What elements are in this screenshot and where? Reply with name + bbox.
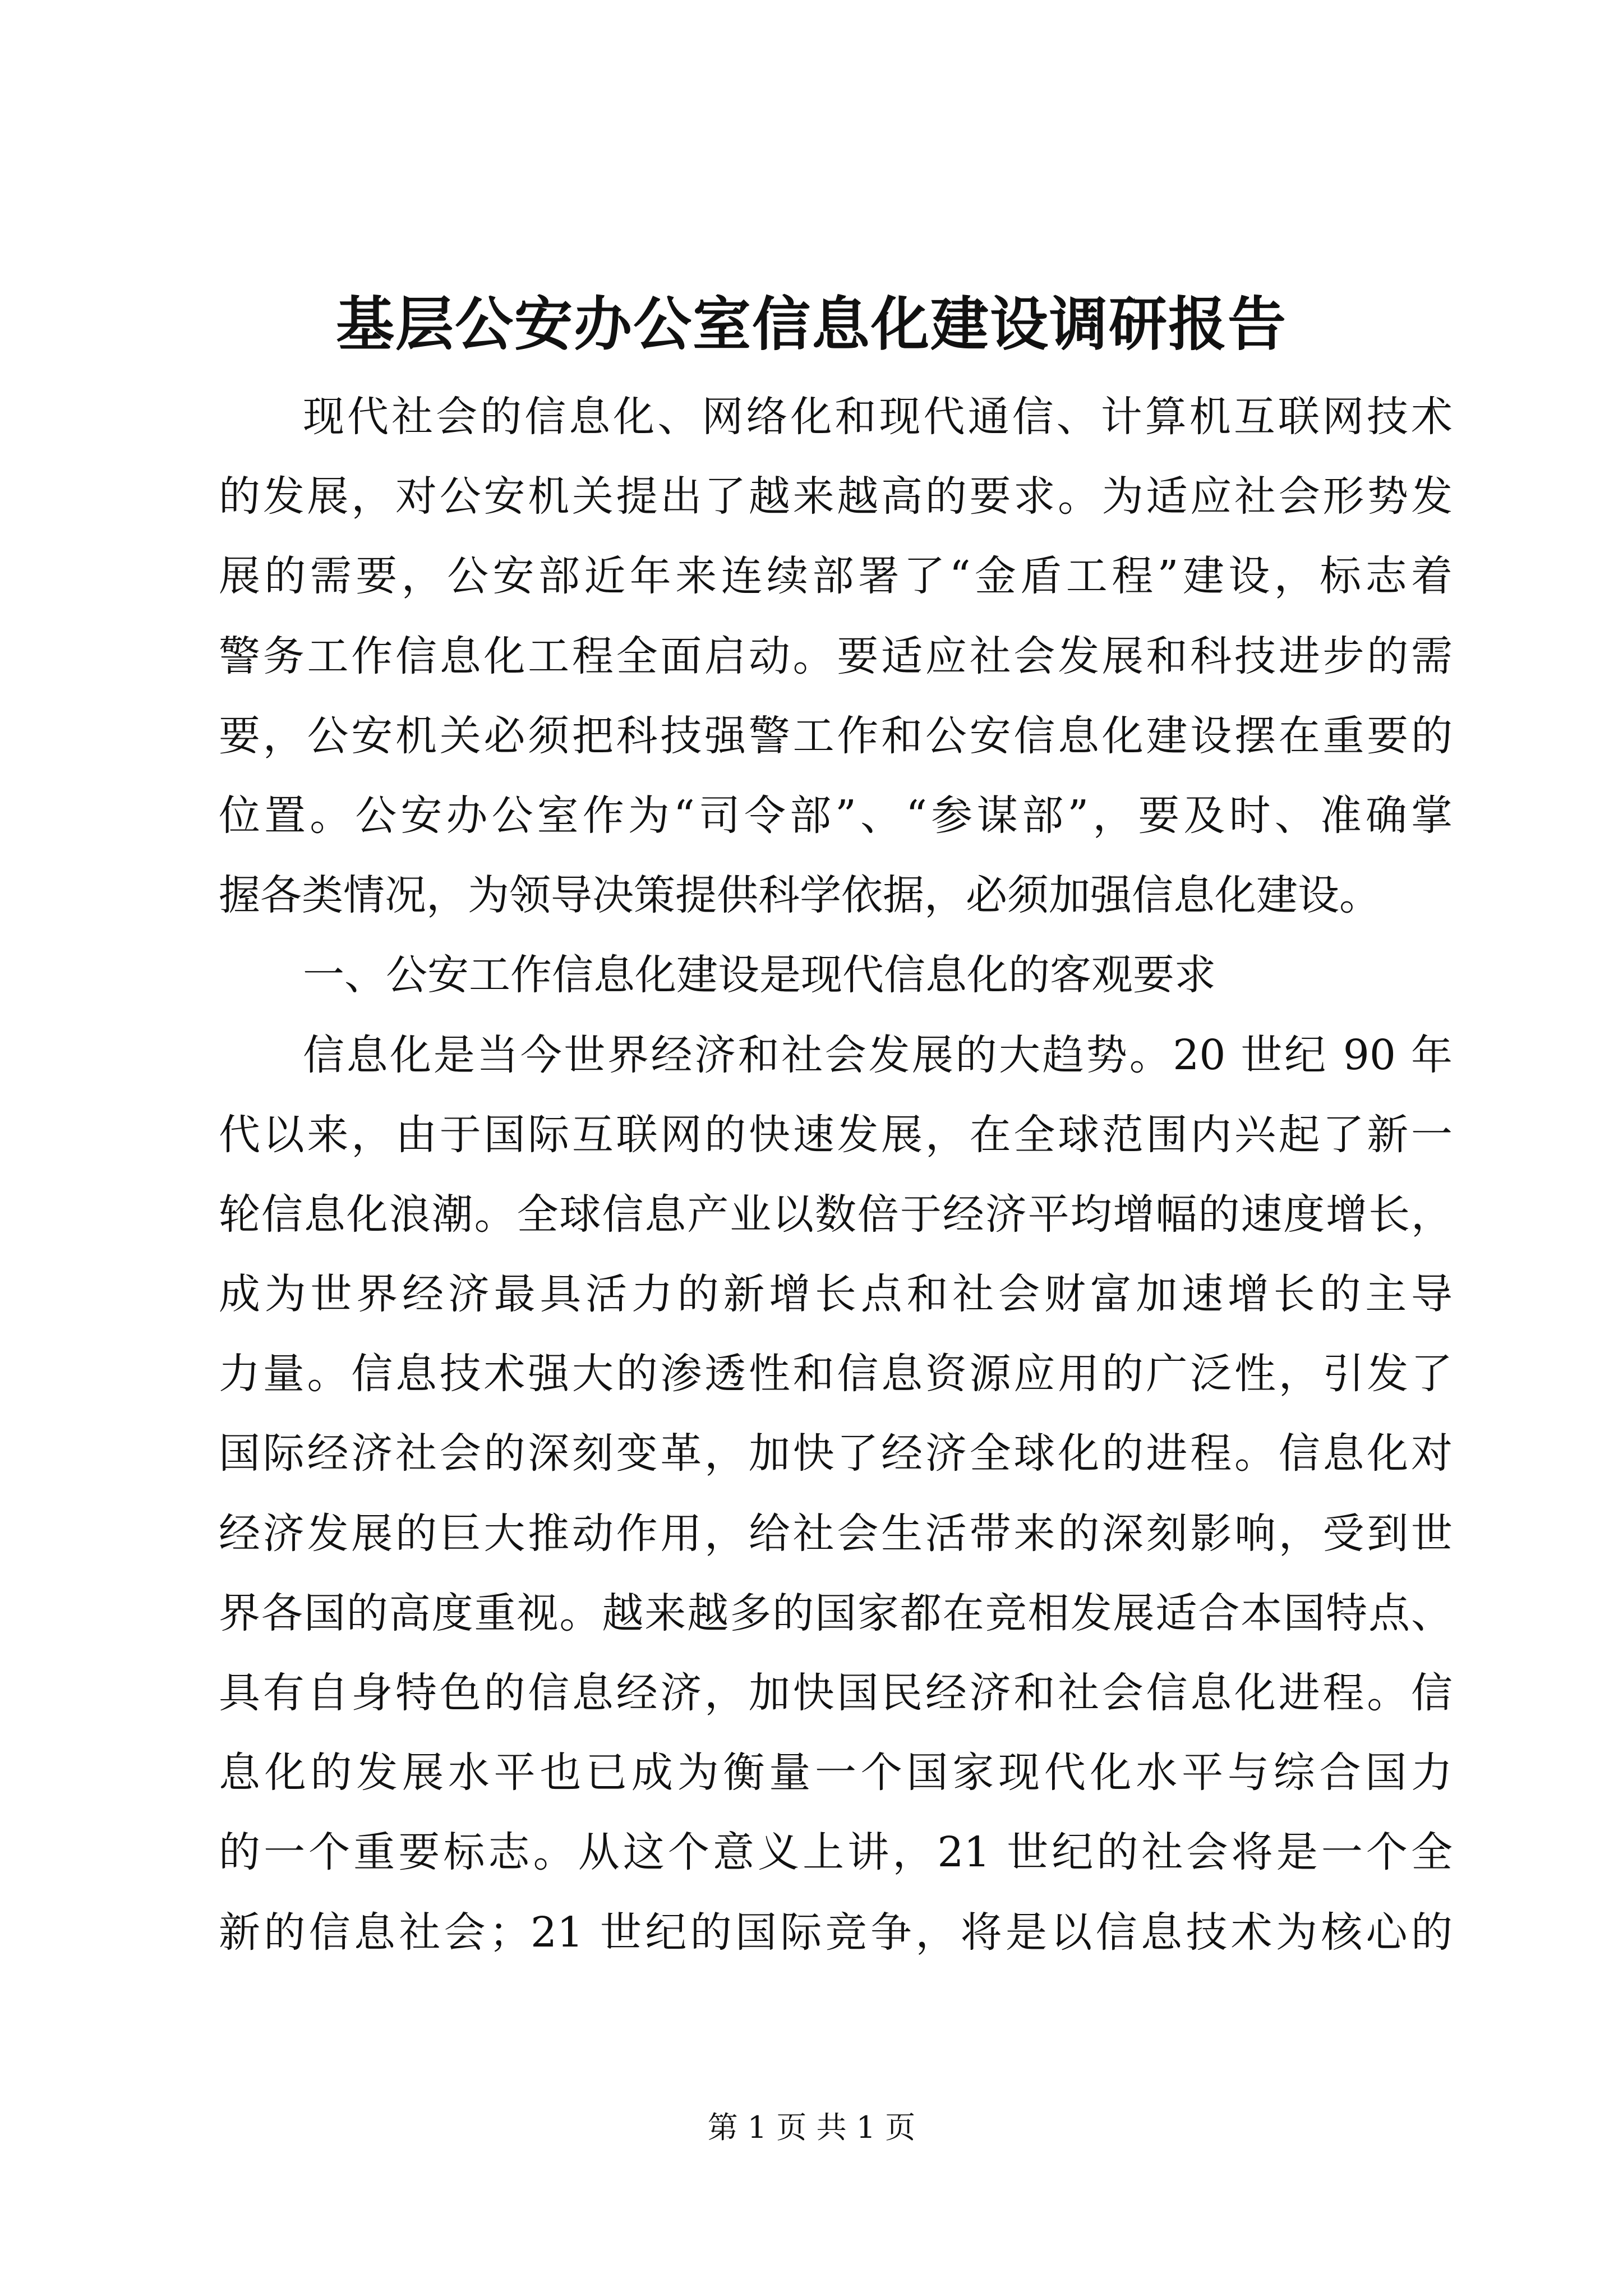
- paragraph-2-line-9: 具有自身特色的信息经济，加快国民经济和社会信息化进程。信: [219, 1669, 1453, 1717]
- paragraph-2-line-7: 经济发展的巨大推动作用，给社会生活带来的深刻影响，受到世: [219, 1509, 1453, 1558]
- paragraph-2-line-3: 轮信息化浪潮。全球信息产业以数倍于经济平均增幅的速度增长，: [219, 1190, 1453, 1239]
- paragraph-1-line-6: 位置。公安办公室作为“司令部”、“参谋部”，要及时、准确掌: [219, 791, 1453, 840]
- paragraph-1-line-5: 要，公安机关必须把科技强警工作和公安信息化建设摆在重要的: [219, 711, 1453, 760]
- paragraph-2-line-12: 新的信息社会；21 世纪的国际竞争，将是以信息技术为核心的: [219, 1908, 1453, 1957]
- document-body: [219, 377, 1453, 1972]
- paragraph-1-line-3: 展的需要，公安部近年来连续部署了“金盾工程”建设，标志着: [219, 552, 1453, 601]
- paragraph-2-line-8: 界各国的高度重视。越来越多的国家都在竞相发展适合本国特点、: [219, 1589, 1453, 1637]
- paragraph-1-line-7: 握各类情况，为领导决策提供科学依据，必须加强信息化建设。: [219, 871, 1381, 920]
- paragraph-2-line-4: 成为世界经济最具活力的新增长点和社会财富加速增长的主导: [219, 1270, 1453, 1319]
- paragraph-1-line-2: 的发展，对公安机关提出了越来越高的要求。为适应社会形势发: [219, 472, 1453, 521]
- paragraph-2-line-6: 国际经济社会的深刻变革，加快了经济全球化的进程。信息化对: [219, 1429, 1453, 1478]
- page-footer: 第 1 页 共 1 页: [707, 2110, 916, 2145]
- paragraph-2-line-5: 力量。信息技术强大的渗透性和信息资源应用的广泛性，引发了: [219, 1350, 1453, 1398]
- paragraph-2-line-2: 代以来，由于国际互联网的快速发展，在全球范围内兴起了新一: [219, 1110, 1453, 1159]
- paragraph-2-line-1: 信息化是当今世界经济和社会发展的大趋势。20 世纪 90 年: [303, 1030, 1453, 1079]
- document-title: 基层公安办公室信息化建设调研报告: [335, 289, 1287, 358]
- paragraph-1-line-4: 警务工作信息化工程全面启动。要适应社会发展和科技进步的需: [219, 632, 1453, 680]
- paragraph-2-line-10: 息化的发展水平也已成为衡量一个国家现代化水平与综合国力: [219, 1749, 1453, 1797]
- section-heading-1: 一、公安工作信息化建设是现代信息化的客观要求: [303, 951, 1216, 1000]
- paragraph-1-line-1: 现代社会的信息化、网络化和现代通信、计算机互联网技术: [303, 393, 1453, 441]
- paragraph-2-line-11: 的一个重要标志。从这个意义上讲，21 世纪的社会将是一个全: [219, 1828, 1453, 1877]
